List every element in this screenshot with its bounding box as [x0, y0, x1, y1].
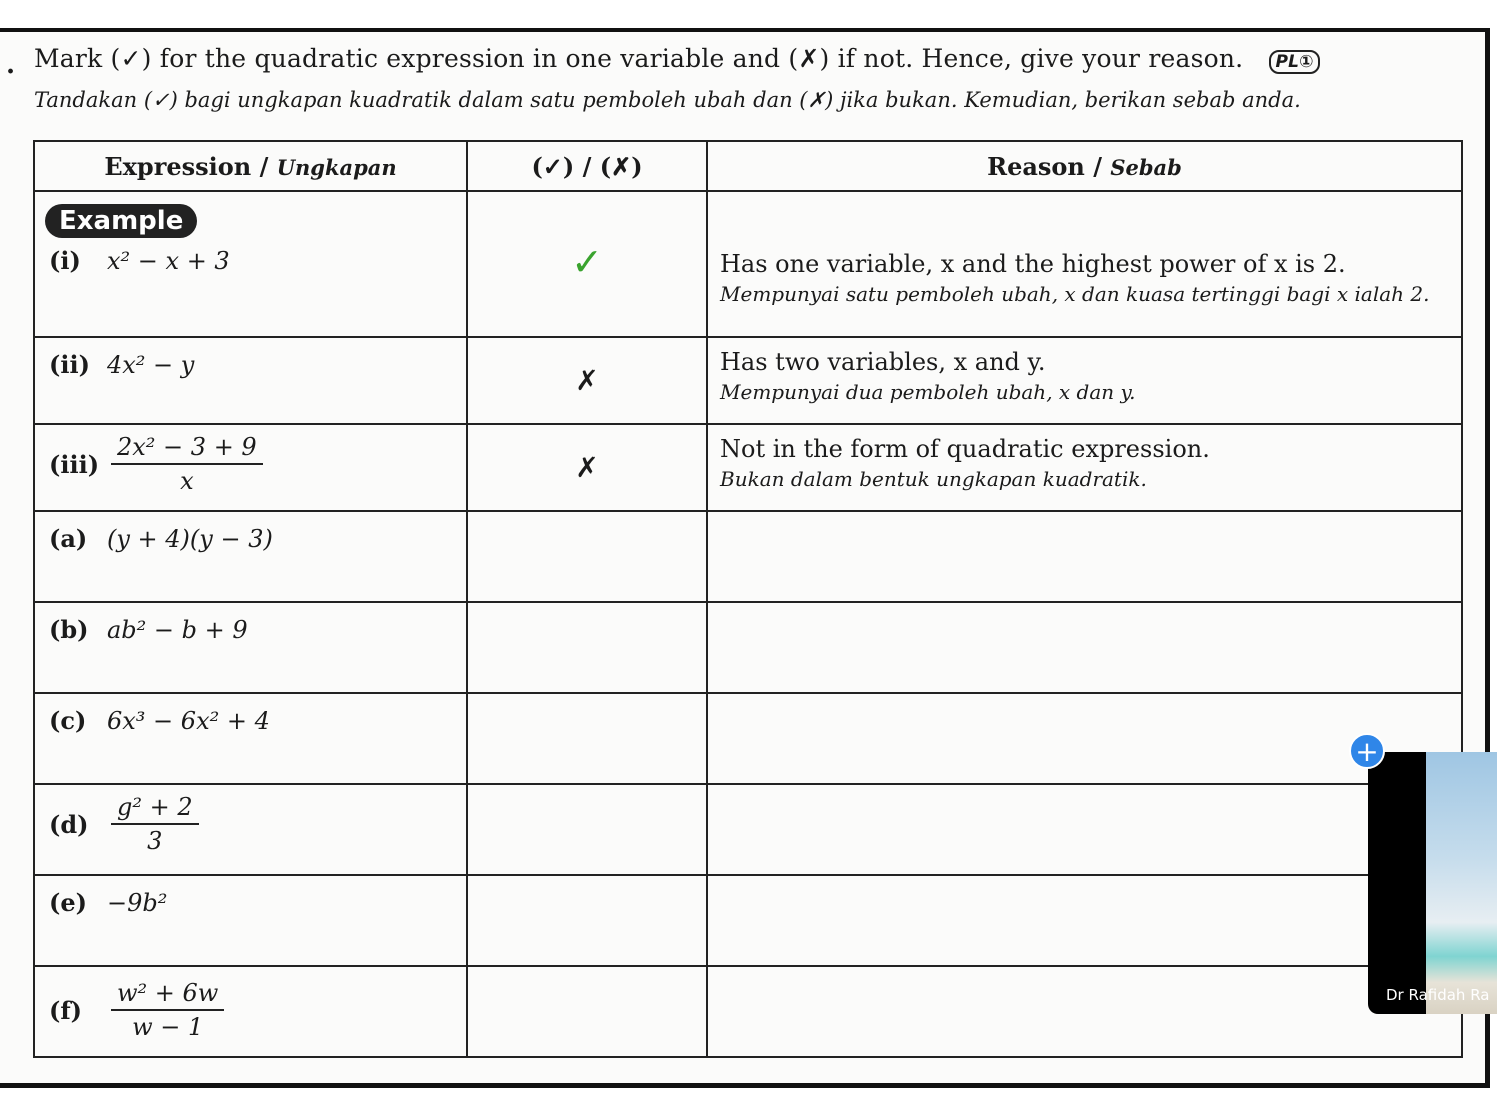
row-label: (e) — [49, 888, 87, 917]
denominator: 3 — [147, 827, 163, 855]
expression-cell — [34, 602, 467, 693]
numerator: w² + 6w — [111, 979, 224, 1011]
question-bullet: . — [6, 50, 16, 80]
table-row — [34, 875, 1462, 966]
reason-malay: Mempunyai dua pemboleh ubah, x dan y. — [720, 380, 1136, 404]
row-label: (ii) — [49, 350, 90, 379]
reason-cell[interactable] — [707, 784, 1462, 875]
question-english — [34, 44, 1320, 73]
cross-icon: ✗ — [575, 451, 599, 484]
numerator: 2x² − 3 + 9 — [111, 433, 263, 465]
reason-english: Not in the form of quadratic expression. — [720, 435, 1210, 463]
reason-cell — [707, 191, 1462, 337]
video-feed — [1426, 752, 1497, 1014]
question-malay: Tandakan (✓) bagi ungkapan kuadratik dalam satu pemboleh ubah dan (✗) jika bukan. Kemudian, berikan sebab anda. — [34, 88, 1301, 112]
row-label: (i) — [49, 246, 81, 275]
denominator: w − 1 — [132, 1013, 204, 1041]
header-expression: Expression / Ungkapan — [34, 141, 467, 191]
table-row — [34, 693, 1462, 784]
table-row — [34, 784, 1462, 875]
reason-english: Has two variables, x and y. — [720, 348, 1046, 376]
expression-cell — [34, 784, 467, 875]
expression-cell — [34, 424, 467, 511]
table-row — [34, 511, 1462, 602]
fraction — [111, 979, 224, 1041]
reason-cell[interactable] — [707, 875, 1462, 966]
row-label: (c) — [49, 706, 87, 735]
table-header-row — [34, 141, 1462, 191]
mark-cell[interactable] — [467, 511, 707, 602]
table-row — [34, 337, 1462, 424]
expression-cell — [34, 191, 467, 337]
mark-cell — [467, 337, 707, 424]
denominator: x — [180, 467, 194, 495]
numerator: g² + 2 — [111, 793, 199, 825]
header-reason: Reason / Sebab — [707, 141, 1462, 191]
table-row — [34, 966, 1462, 1057]
expression-cell — [34, 875, 467, 966]
add-icon[interactable]: + — [1349, 733, 1385, 769]
expression-cell — [34, 966, 467, 1057]
expression-cell — [34, 693, 467, 784]
row-label: (iii) — [49, 449, 100, 479]
row-label: (a) — [49, 524, 88, 553]
pl-level-tag: PL① — [1269, 50, 1319, 74]
mark-cell[interactable] — [467, 875, 707, 966]
participant-name: Dr Rafidah Ra — [1386, 986, 1490, 1004]
reason-cell — [707, 337, 1462, 424]
row-label: (f) — [49, 995, 83, 1025]
table-row — [34, 191, 1462, 337]
reason-english: Has one variable, x and the highest power of x is 2. — [720, 250, 1346, 278]
reason-cell[interactable] — [707, 966, 1462, 1057]
participant-video-tile[interactable] — [1368, 752, 1497, 1014]
mark-cell[interactable] — [467, 784, 707, 875]
mark-cell — [467, 191, 707, 337]
header-mark: (✓) / (✗) — [467, 141, 707, 191]
fraction — [111, 433, 263, 495]
table-row — [34, 602, 1462, 693]
reason-cell — [707, 424, 1462, 511]
row-label: (d) — [49, 809, 89, 839]
mark-cell[interactable] — [467, 602, 707, 693]
expression-text: (y + 4)(y − 3) — [107, 524, 273, 553]
mark-cell[interactable] — [467, 693, 707, 784]
row-label: (b) — [49, 615, 89, 644]
expression-text: 6x³ − 6x² + 4 — [107, 706, 270, 735]
reason-malay: Mempunyai satu pemboleh ubah, x dan kuasa tertinggi bagi x ialah 2. — [720, 282, 1430, 306]
mark-cell — [467, 424, 707, 511]
cross-icon: ✗ — [575, 364, 599, 397]
reason-cell[interactable] — [707, 693, 1462, 784]
expression-text: −9b² — [107, 888, 168, 917]
fraction — [111, 793, 199, 855]
table-row — [34, 424, 1462, 511]
expression-text: 4x² − y — [107, 350, 195, 379]
mark-cell[interactable] — [467, 966, 707, 1057]
answer-table — [33, 140, 1463, 1058]
expression-cell — [34, 337, 467, 424]
reason-cell[interactable] — [707, 511, 1462, 602]
reason-malay: Bukan dalam bentuk ungkapan kuadratik. — [720, 467, 1147, 491]
expression-text: x² − x + 3 — [107, 246, 230, 275]
reason-cell[interactable] — [707, 602, 1462, 693]
expression-text: ab² − b + 9 — [107, 615, 248, 644]
question-english-text: Mark (✓) for the quadratic expression in one variable and (✗) if not. Hence, give your reason. — [34, 44, 1244, 73]
expression-cell — [34, 511, 467, 602]
example-badge: Example — [45, 204, 197, 238]
tick-icon: ✓ — [571, 240, 603, 284]
